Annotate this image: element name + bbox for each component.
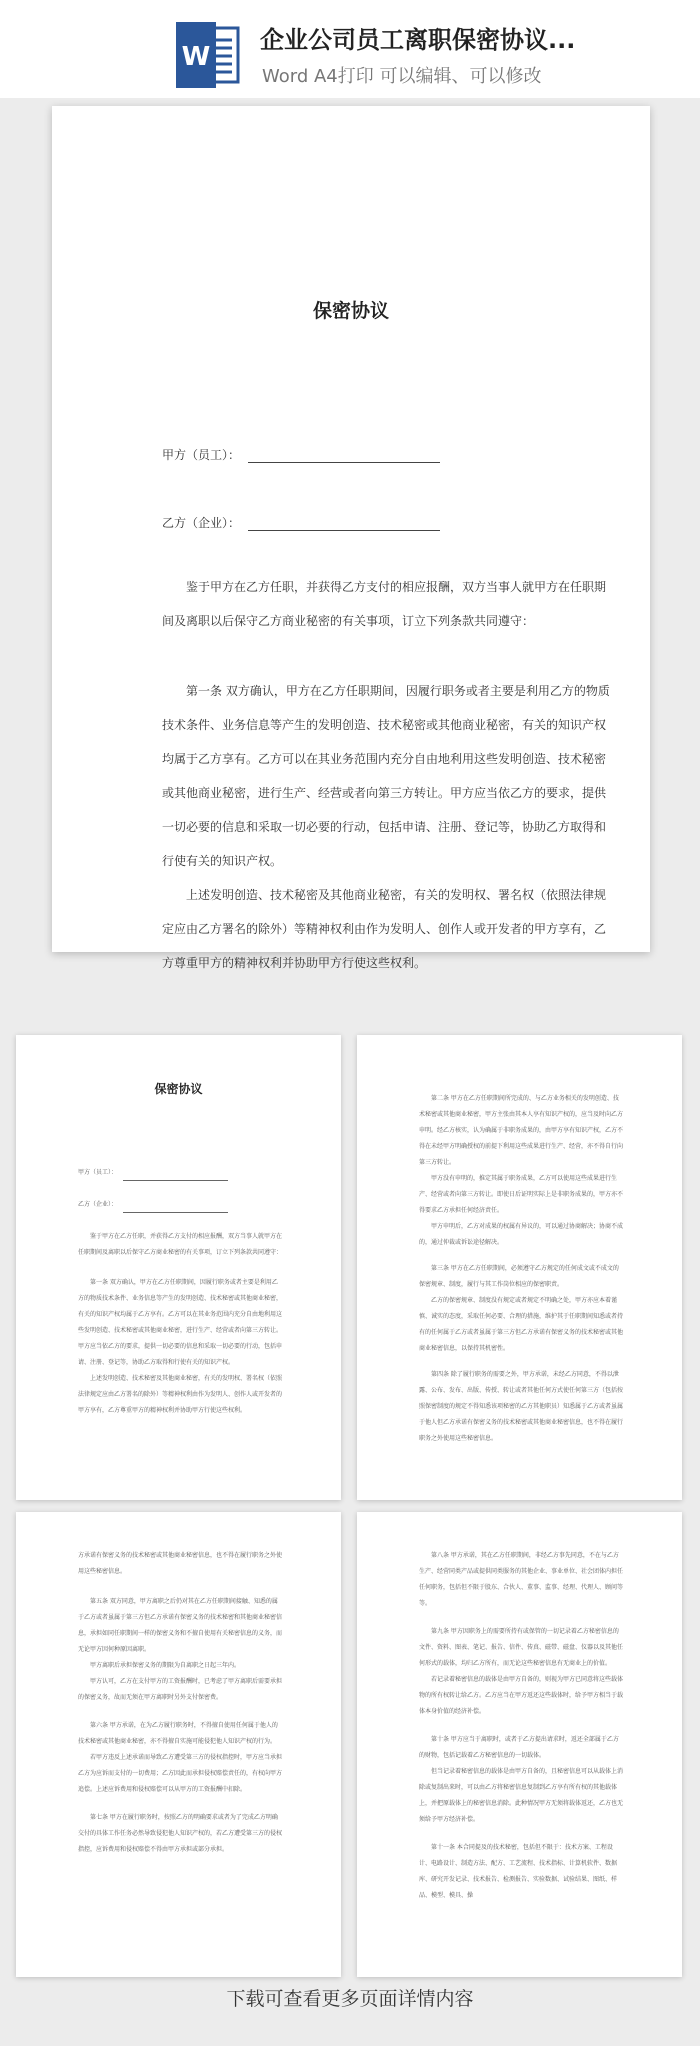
main-page-preview: [52, 106, 650, 970]
party-b-blank: [248, 516, 440, 531]
thumbnail-page-1: [16, 1035, 341, 1500]
thumb-party-b: 乙方（企业）：: [78, 1197, 283, 1213]
party-a-label: 甲方（员工）：: [162, 448, 241, 462]
thumb-body: 第八条 甲方承诺，其在乙方任职期间，非经乙方事先同意，不在与乙方生产、经营同类产品或提供同类服务的其他企业、事业单位、社会团体内担任任何职务，包括但不限于股东、合伙人、董事、监事、经理、代理人、顾问等等。 第九条 甲方因职务上的需要所持有或保管的一切记录着乙方秘密信息的文件、资料、图表、笔记、报告、信件、传真、磁带、磁盘、仪器以及其他任何形式的载体，均归乙方所有，而无论这些秘密信息有无商业上的价值。 若记录着秘密信息的载体是由甲方自备的，则视为甲方已同意将这些载体物的所有权转让给乙方。乙方应当在甲方返还这些载体时，给予甲方相当于载体本身价值的经济补偿。 第十条 甲方应当于离职时，或者于乙方提出请求时，返还全部属于乙方的财物，包括记载着乙方秘密信息的一切载体。 但当记录着秘密信息的载体是由甲方自备的，且秘密信息可以从载体上消除或复制出来时，可以由乙方将秘密信息复制到乙方享有所有权的其他载体上，并把原载体上的秘密信息消除。此种情况甲方无须将载体返还，乙方也无须给予甲方经济补偿。 第十一条 本合同提及的技术秘密，包括但不限于：技术方案、工程设计、电路设计、制造方法、配方、工艺流程、技术指标、计算机软件、数据库、研究开发记录、技术报告、检测报告、实验数据、试验结果、图纸、样品、模型、模具、操: [419, 1552, 624, 1899]
party-b-label: 乙方（企业）：: [162, 516, 241, 530]
party-a-field: [162, 446, 440, 463]
svg-text:W: W: [181, 42, 211, 72]
document-title: 企业公司员工离职保密协议...: [260, 26, 576, 54]
download-more-link[interactable]: 下载可查看更多页面详情内容: [226, 1988, 474, 2010]
party-a-blank: [248, 448, 440, 463]
header-bar: [0, 0, 700, 98]
article-1b-paragraph: 上述发明创造、技术秘密及其他商业秘密，有关的发明权、署名权（依照法律规定应由乙方署名的除外）等精神权利由作为发明人、创作人或开发者的甲方享有，乙方尊重甲方的精神权利并协助甲方行使这些权利。: [162, 888, 607, 970]
agreement-title: 保密协议: [312, 300, 389, 322]
thumbnail-page-2: [357, 1035, 682, 1500]
word-document-icon: [174, 22, 242, 88]
thumb-body: 第二条 甲方在乙方任职期间所完成的、与乙方业务相关的发明创造、技术秘密或其他商业秘密，甲方主张由其本人享有知识产权的，应当及时向乙方申明。经乙方核实，认为确属于非职务成果的，由甲方享有知识产权，乙方不得在未经甲方明确授权的前提下利用这些成果进行生产、经营，亦不得自行向第三方转让。 甲方没有申明的，推定其属于职务成果，乙方可以使用这些成果进行生产、经营或者向第三方转让。即使日后证明实际上是非职务成果的，甲方亦不得要求乙方承担任何经济责任。 甲方申明后，乙方对成果的权属有异议的，可以通过协商解决；协商不成的，通过仲裁或诉讼途径解决。 第三条 甲方在乙方任职期间，必须遵守乙方规定的任何成文或不成文的保密规章、制度，履行与其工作岗位相应的保密职责。 乙方的保密规章、制度没有规定或者规定不明确之处，甲方亦应本着谨慎、诚实的态度，采取任何必要、合理的措施，维护其于任职期间知悉或者持有的任何属于乙方或者虽属于第三方但乙方承诺有保密义务的技术秘密或其他商业秘密信息，以保持其机密性。 第四条 除了履行职务的需要之外，甲方承诺，未经乙方同意，不得以泄露、公布、发布、出版、传授、转让或者其他任何方式使任何第三方（包括按照保密制度的规定不得知悉该项秘密的乙方其他职员）知悉属于乙方或者虽属于他人但乙方承诺有保密义务的技术秘密或其他商业秘密信息，也不得在履行职务之外使用这些秘密信息。: [419, 1095, 624, 1442]
thumbnail-page-4: [357, 1512, 682, 1977]
thumbnail-page-3: [16, 1512, 341, 1977]
thumb-party-a: 甲方（员工）：: [78, 1165, 283, 1181]
thumb-body: 鉴于甲方在乙方任职，并获得乙方支付的相应报酬，双方当事人就甲方在任职期间及离职以后保守乙方商业秘密的有关事项，订立下列条款共同遵守： 第一条 双方确认，甲方在乙方任职期间，因履行职务或者主要是利用乙方的物质技术条件、业务信息等产生的发明创造、技术秘密或其他商业秘密，有关的知识产权均属于乙方享有。乙方可以在其业务范围内充分自由地利用这些发明创造、技术秘密或其他商业秘密，进行生产、经营或者向第三方转让。甲方应当依乙方的要求，提供一切必要的信息和采取一切必要的行动，包括申请、注册、登记等，协助乙方取得和行使有关的知识产权。 上述发明创造、技术秘密及其他商业秘密，有关的发明权、署名权（依照法律规定应由乙方署名的除外）等精神权利由作为发明人、创作人或开发者的甲方享有，乙方尊重甲方的精神权利并协助甲方行使这些权利。: [78, 1233, 283, 1414]
intro-paragraph: 鉴于甲方在乙方任职，并获得乙方支付的相应报酬，双方当事人就甲方在任职期间及离职以后保守乙方商业秘密的有关事项，订立下列条款共同遵守：: [162, 580, 607, 628]
document-subtitle: Word A4打印 可以编辑、可以修改: [262, 66, 542, 87]
party-b-field: [162, 514, 440, 531]
thumb-title: 保密协议: [154, 1082, 203, 1096]
article-1-paragraph: 第一条 双方确认，甲方在乙方任职期间，因履行职务或者主要是利用乙方的物质技术条件、业务信息等产生的发明创造、技术秘密或其他商业秘密，有关的知识产权均属于乙方享有。乙方可以在其业务范围内充分自由地利用这些发明创造、技术秘密或其他商业秘密，进行生产、经营或者向第三方转让。甲方应当依乙方的要求，提供一切必要的信息和采取一切必要的行动，包括申请、注册、登记等，协助乙方取得和行使有关的知识产权。 上述发明创造、技术秘密及其他商业秘密，有关的发明权、署名权（依照法律规定应由乙方署名的除外）等精神权利由作为发明人、创作人或开发者的甲方享有，乙方尊重甲方的精神权利并协助甲方行使这些权利。: [162, 674, 617, 980]
thumb-body: 方承诺有保密义务的技术秘密或其他商业秘密信息，也不得在履行职务之外使用这些秘密信息。 第五条 双方同意，甲方离职之后仍对其在乙方任职期间接触、知悉的属于乙方或者虽属于第三方但乙方承诺有保密义务的技术秘密和其他商业秘密信息，承担如同任职期间一样的保密义务和不擅自使用有关秘密信息的义务，而无论甲方因何种原因离职。 甲方离职后承担保密义务的期限为自离职之日起三年内。 甲方认可，乙方在支付甲方的工资报酬时，已考虑了甲方离职后需要承担的保密义务，故而无须在甲方离职时另外支付保密费。 第六条 甲方承诺，在为乙方履行职务时，不得擅自使用任何属于他人的技术秘密或其他商业秘密，亦不得擅自实施可能侵犯他人知识产权的行为。 若甲方违反上述承诺而导致乙方遭受第三方的侵权指控时，甲方应当承担乙方为应诉而支付的一切费用；乙方因此而承担侵权赔偿责任的，有权向甲方追偿。上述应诉费用和侵权赔偿可以从甲方的工资报酬中扣除。 第七条 甲方在履行职务时，按照乙方的明确要求或者为了完成乙方明确交付的具体工作任务必然导致侵犯他人知识产权的，若乙方遭受第三方的侵权指控，应诉费用和侵权赔偿不得由甲方承担或部分承担。: [78, 1552, 283, 1853]
